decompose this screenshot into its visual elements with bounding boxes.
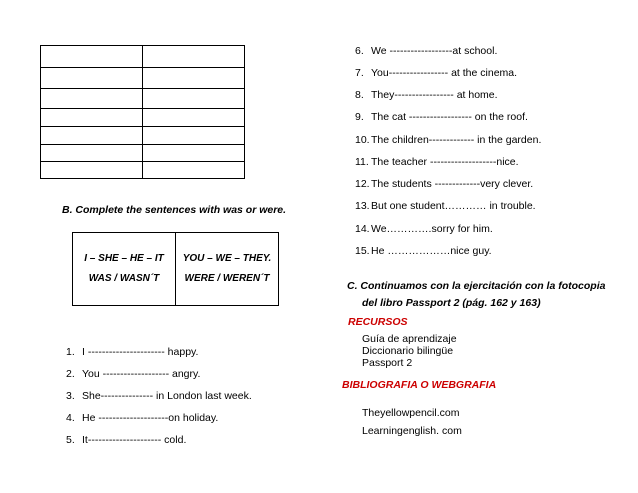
pronoun-list-singular: I – SHE – HE – IT	[84, 253, 164, 264]
pronoun-cell-singular	[73, 233, 176, 306]
item-number: 10.	[355, 134, 370, 146]
recurso-item: Passport 2	[362, 357, 413, 369]
table-cell	[41, 109, 143, 127]
item-text: The students -------------very clever.	[371, 178, 534, 190]
list-item	[355, 156, 519, 168]
item-number: 12.	[355, 178, 370, 190]
item-text: I ---------------------- happy.	[82, 346, 199, 358]
bibliografia-item: Learningenglish. com	[362, 425, 462, 437]
list-item	[355, 245, 492, 257]
verb-forms-were: WERE / WEREN´T	[184, 273, 270, 284]
table-cell	[143, 127, 245, 145]
section-c-line-1: C. Continuamos con la ejercitación con la fotocopia	[347, 280, 606, 292]
item-number: 5.	[66, 434, 75, 446]
bibliografia-title: BIBLIOGRAFIA O WEBGRAFIA	[342, 379, 497, 391]
item-text: You----------------- at the cinema.	[371, 67, 518, 79]
table-cell	[41, 145, 143, 162]
list-item	[66, 368, 200, 380]
item-text: They----------------- at home.	[371, 89, 498, 101]
list-item	[66, 434, 186, 446]
pronoun-table	[72, 232, 279, 306]
item-number: 2.	[66, 368, 75, 380]
item-text: We ------------------at school.	[371, 45, 498, 57]
list-item	[355, 223, 493, 235]
table-cell	[143, 46, 245, 68]
list-item	[355, 134, 541, 146]
pronoun-list-plural: YOU – WE – THEY.	[182, 253, 272, 264]
table-cell	[41, 127, 143, 145]
item-text: The teacher -------------------nice.	[371, 156, 519, 168]
table-cell	[41, 68, 143, 89]
table-cell	[143, 109, 245, 127]
item-number: 7.	[355, 67, 364, 79]
item-text: He ………………nice guy.	[371, 245, 492, 257]
item-number: 11.	[355, 156, 369, 168]
section-b-title: B. Complete the sentences with was or were.	[62, 204, 287, 216]
item-text: The children------------- in the garden.	[371, 134, 542, 146]
recurso-item: Diccionario bilingüe	[362, 345, 454, 357]
table-cell	[143, 89, 245, 109]
pronoun-cell-plural	[176, 233, 279, 306]
table-cell	[143, 68, 245, 89]
item-text: It--------------------- cold.	[82, 434, 187, 446]
item-number: 15.	[355, 245, 370, 257]
list-item	[355, 45, 497, 57]
list-item	[355, 178, 533, 190]
list-item	[66, 346, 198, 358]
list-item	[355, 111, 528, 123]
list-item	[66, 412, 218, 424]
table-cell	[41, 162, 143, 179]
item-number: 4.	[66, 412, 75, 424]
item-text: She--------------- in London last week.	[82, 390, 252, 402]
list-item	[355, 67, 517, 79]
item-text: The cat ------------------ on the roof.	[371, 111, 528, 123]
table-cell	[41, 46, 143, 68]
list-item	[355, 89, 498, 101]
bibliografia-item: Theyellowpencil.com	[362, 407, 460, 419]
section-c-line-2: del libro Passport 2 (pág. 162 y 163)	[362, 297, 541, 309]
item-text: He --------------------on holiday.	[82, 412, 219, 424]
item-number: 14.	[355, 223, 370, 235]
verb-forms-was: WAS / WASN´T	[88, 273, 160, 284]
item-number: 1.	[66, 346, 75, 358]
list-item	[66, 390, 252, 402]
item-number: 9.	[355, 111, 364, 123]
table-cell	[143, 145, 245, 162]
item-number: 8.	[355, 89, 364, 101]
table-cell	[143, 162, 245, 179]
list-item	[355, 200, 536, 212]
recurso-item: Guía de aprendizaje	[362, 333, 457, 345]
item-text: We………….sorry for him.	[371, 223, 493, 235]
empty-answer-table	[40, 45, 245, 179]
recursos-title: RECURSOS	[348, 316, 408, 328]
item-text: But one student………… in trouble.	[371, 200, 536, 212]
item-number: 6.	[355, 45, 364, 57]
item-text: You ------------------- angry.	[82, 368, 201, 380]
table-cell	[41, 89, 143, 109]
item-number: 13.	[355, 200, 370, 212]
item-number: 3.	[66, 390, 75, 402]
